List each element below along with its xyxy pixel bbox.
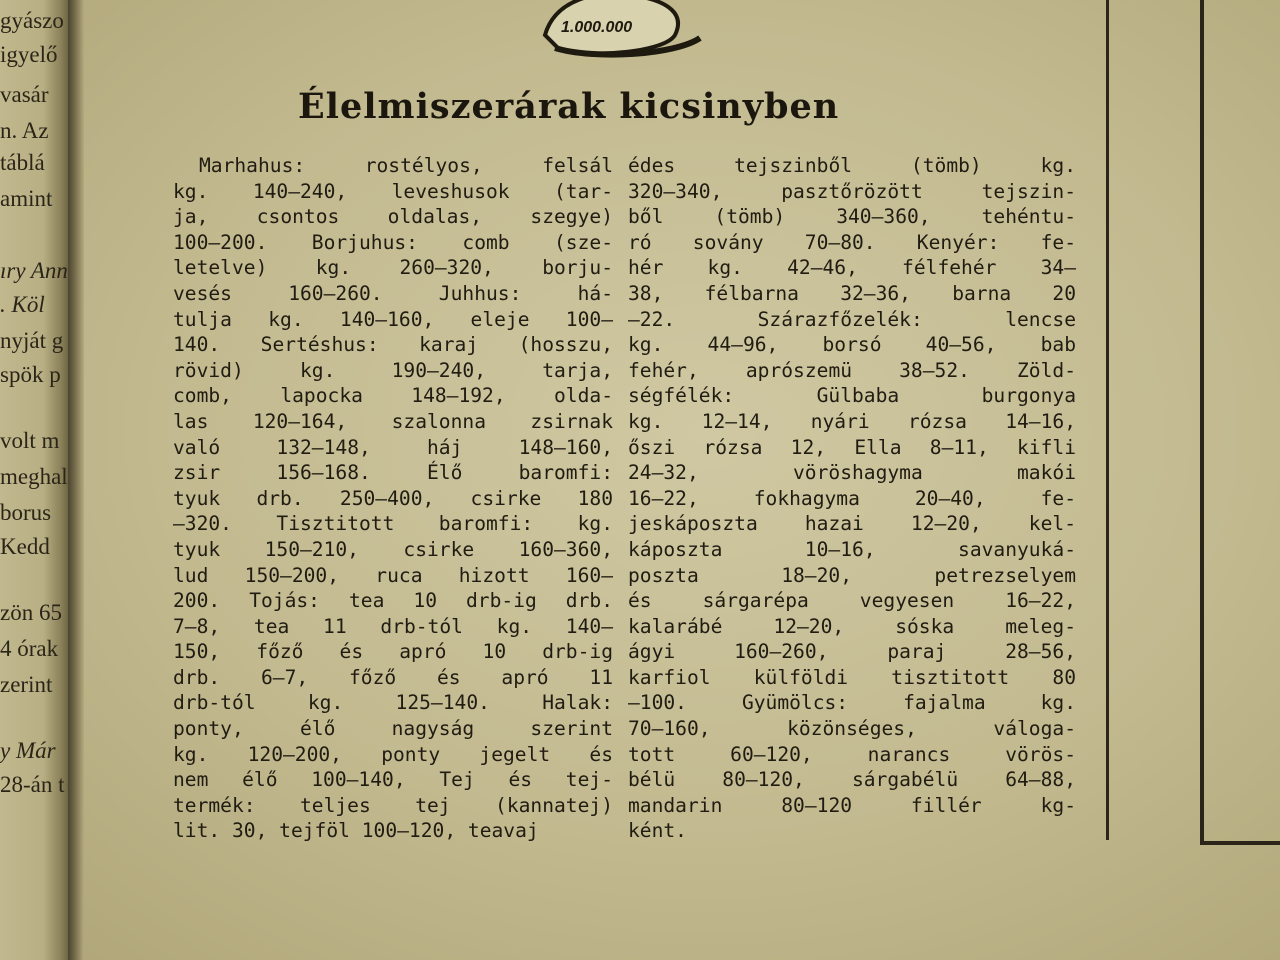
- article-line: őszi rózsa 12, Ella 8—11, kifli: [628, 435, 1076, 459]
- article-line: nem élő 100—140, Tej és tej-: [173, 768, 613, 792]
- article-line: zsir 156—168. Élő baromfi:: [173, 461, 613, 485]
- article-line: 200. Tojás: tea 10 drb-ig drb.: [173, 589, 613, 613]
- left-text-fragment: nyját g: [0, 328, 64, 353]
- article-line: kalarábé 12—20, sóska meleg-: [628, 614, 1076, 638]
- left-text-fragment: igyelő: [0, 42, 58, 67]
- article-line: Marhahus: rostélyos, felsál: [199, 154, 613, 177]
- article-line: drb. 6—7, főző és apró 11: [173, 665, 613, 689]
- article-line: —320. Tisztitott baromfi: kg.: [173, 512, 613, 536]
- article-line: kg. 120—200, ponty jegelt és: [173, 742, 613, 766]
- article-line: ró sovány 70—80. Kenyér: fe-: [628, 230, 1076, 254]
- article-title: Élelmiszerárak kicsinyben: [298, 86, 840, 127]
- article-line: 150, főző és apró 10 drb-ig: [173, 640, 613, 664]
- adjacent-box-frame: [1200, 0, 1280, 845]
- left-text-fragment: . Köl: [0, 292, 45, 317]
- article-line: kg. 140—240, leveshusok (tar-: [173, 179, 613, 203]
- article-line: kg. 12—14, nyári rózsa 14—16,: [628, 409, 1076, 433]
- article-line: 24—32, vöröshagyma makói: [628, 461, 1076, 485]
- left-text-fragment: gyászo: [0, 8, 64, 33]
- left-text-fragment: zerint: [0, 672, 53, 697]
- column-rule: [1106, 0, 1109, 840]
- article-line: letelve) kg. 260—320, borju-: [173, 256, 613, 280]
- article-line: tulja kg. 140—160, eleje 100—: [173, 307, 613, 331]
- article-line: ágyi 160—260, paraj 28—56,: [628, 640, 1076, 664]
- left-text-fragment: n. Az: [0, 118, 49, 143]
- left-text-fragment: spök p: [0, 362, 61, 387]
- article-line: drb-tól kg. 125—140. Halak:: [173, 691, 613, 715]
- article-line: 7—8, tea 11 drb-tól kg. 140—: [173, 614, 613, 638]
- article-line: ből (tömb) 340—360, tehéntu-: [628, 205, 1076, 229]
- left-text-fragment: 4 órak: [0, 636, 59, 661]
- article-line: bélü 80—120, sárgabélü 64—88,: [628, 768, 1076, 792]
- article-line: káposzta 10—16, savanyuká-: [628, 537, 1076, 561]
- article-line: jeskáposzta hazai 12—20, kel-: [628, 512, 1076, 536]
- article-line: ként.: [628, 819, 687, 843]
- article-line: tott 60—120, narancs vörös-: [628, 742, 1076, 766]
- left-text-fragment: amint: [0, 186, 53, 211]
- article-line: poszta 18—20, petrezselyem: [628, 563, 1076, 587]
- article-line: 16—22, fokhagyma 20—40, fe-: [628, 486, 1076, 510]
- article-line: ségfélék: Gülbaba burgonya: [628, 384, 1076, 408]
- left-text-fragment: zön 65: [0, 600, 62, 625]
- article-line: kg. 44—96, borsó 40—56, bab: [628, 333, 1076, 357]
- left-text-fragment: Kedd: [0, 534, 50, 559]
- article-line: tyuk drb. 250—400, csirke 180: [173, 486, 613, 510]
- article-line: —22. Szárazfőzelék: lencse: [628, 307, 1076, 331]
- article-line: 70—160, közönséges, váloga-: [628, 717, 1076, 741]
- article-line: tyuk 150—210, csirke 160—360,: [173, 537, 613, 561]
- article-line: 38, félbarna 32—36, barna 20: [628, 281, 1076, 305]
- article-line: termék: teljes tej (kannatej): [173, 793, 613, 817]
- logo-text: 1.000.000: [561, 19, 633, 36]
- article-line: fehér, aprószemü 38—52. Zöld-: [628, 358, 1076, 382]
- article-line: comb, lapocka 148—192, olda-: [173, 384, 613, 408]
- article-line: —100. Gyümölcs: fajalma kg.: [628, 691, 1076, 715]
- left-page-fragment: [0, 0, 72, 960]
- article-line: és sárgarépa vegyesen 16—22,: [628, 589, 1076, 613]
- article-line: hér kg. 42—46, félfehér 34—: [628, 256, 1076, 280]
- article-line: édes tejszinből (tömb) kg.: [628, 154, 1076, 177]
- article-line: vesés 160—260. Juhhus: há-: [173, 281, 613, 305]
- left-text-fragment: vasár: [0, 82, 49, 107]
- article-line: karfiol külföldi tisztitott 80: [628, 665, 1076, 689]
- article-column-right: [628, 153, 1076, 844]
- article-line: való 132—148, háj 148—160,: [173, 435, 613, 459]
- article-line: ponty, élő nagyság szerint: [173, 717, 613, 741]
- article-line: lud 150—200, ruca hizott 160—: [173, 563, 613, 587]
- article-line: 140. Sertéshus: karaj (hosszu,: [173, 333, 613, 357]
- article-line: las 120—164, szalonna zsirnak: [173, 409, 613, 433]
- article-line: rövid) kg. 190—240, tarja,: [173, 358, 613, 382]
- article-line: ja, csontos oldalas, szegye): [173, 205, 613, 229]
- left-text-fragment: volt m: [0, 428, 60, 453]
- article-line: lit. 30, tejföl 100—120, teavaj: [173, 819, 539, 843]
- page-gutter-shadow: [68, 0, 84, 960]
- left-text-fragment: borus: [0, 500, 52, 525]
- million-logo: [535, 0, 705, 60]
- article-line: 100—200. Borjuhus: comb (sze-: [173, 230, 613, 254]
- article-line: 320—340, pasztőrözött tejszin-: [628, 179, 1076, 203]
- left-text-fragment: y Már: [0, 738, 56, 763]
- article-column-left: [173, 153, 613, 844]
- left-text-fragment: 28-án t: [0, 772, 65, 797]
- left-text-fragment: táblá: [0, 150, 45, 175]
- article-line: mandarin 80—120 fillér kg-: [628, 793, 1076, 817]
- left-text-fragment: meghal: [0, 464, 68, 489]
- left-text-fragment: ıry Ann: [0, 258, 68, 283]
